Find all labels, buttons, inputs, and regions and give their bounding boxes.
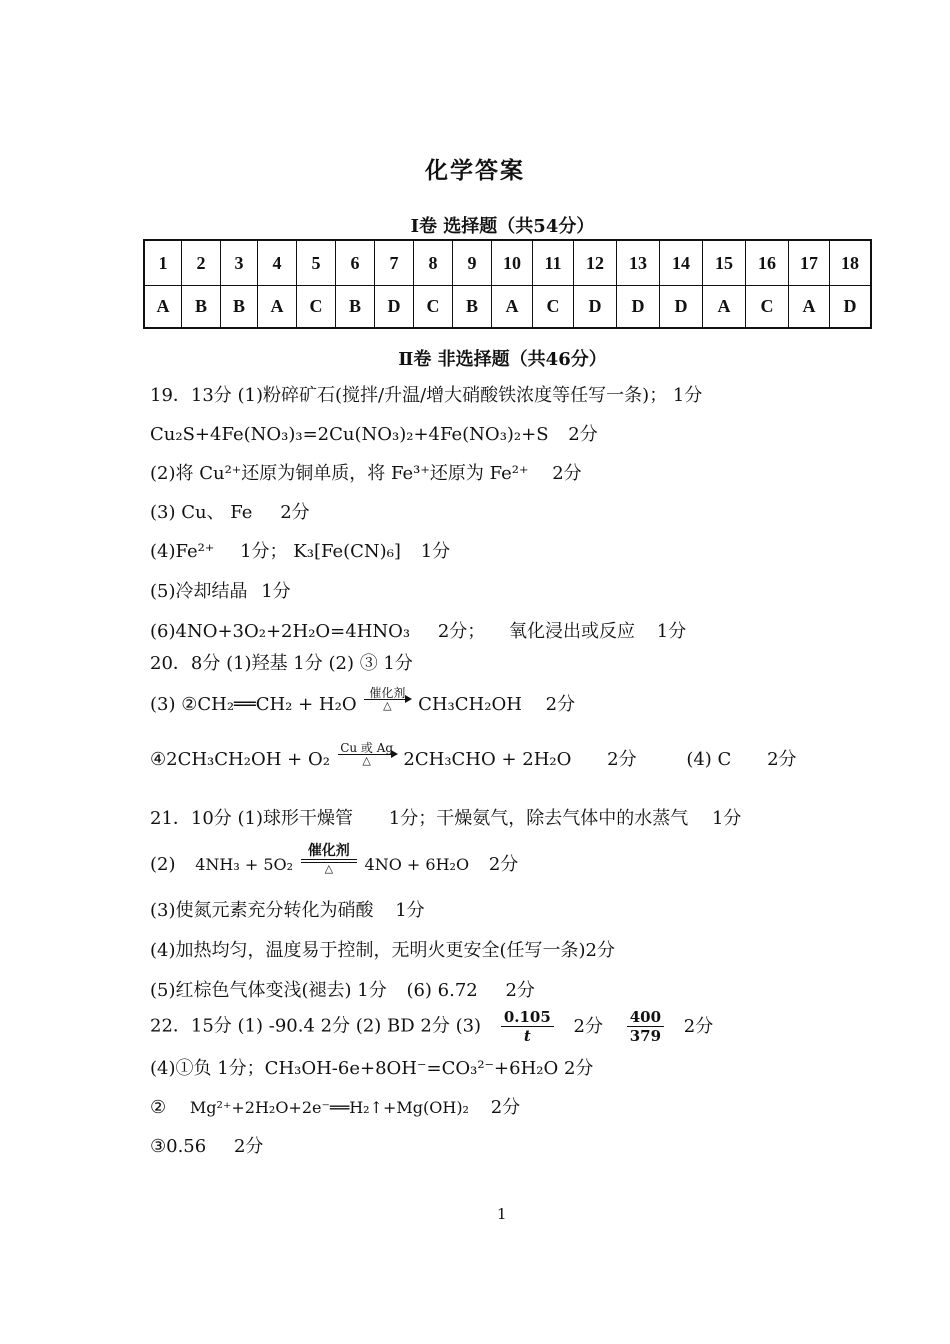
question-number-cell: 10 bbox=[492, 240, 533, 286]
score: 1分 bbox=[420, 541, 451, 562]
question-number-cell: 5 bbox=[297, 240, 336, 286]
answer-text: 22．15分 (1) -90.4 2分 (2) BD 2分 (3) bbox=[150, 1015, 482, 1037]
answer-cell: B bbox=[453, 286, 492, 329]
answer-cell: A bbox=[703, 286, 746, 329]
answer-text: (3) Cu、 Fe bbox=[150, 502, 253, 523]
answer-text: 21．10分 (1)球形干燥管 bbox=[150, 808, 354, 829]
denominator: t bbox=[523, 1027, 531, 1045]
score: 1分； bbox=[240, 541, 288, 562]
question-number-cell: 17 bbox=[789, 240, 830, 286]
answer-text: 1分；干燥氨气，除去气体中的水蒸气 bbox=[388, 808, 689, 829]
section-2-heading: Ⅱ卷 非选择题（共46分） bbox=[398, 349, 607, 370]
answer-cell: D bbox=[660, 286, 703, 329]
answer-cell: A bbox=[789, 286, 830, 329]
condition-top: 催化剂 bbox=[307, 843, 350, 859]
choice-answer-table bbox=[143, 239, 872, 329]
question-number-cell: 7 bbox=[375, 240, 414, 286]
score: 1分 bbox=[711, 808, 742, 829]
reaction-arrow bbox=[338, 742, 396, 767]
q19-part-6 bbox=[150, 617, 686, 643]
answer-cell: B bbox=[221, 286, 258, 329]
question-number-cell: 12 bbox=[574, 240, 617, 286]
answer-cell: C bbox=[746, 286, 789, 329]
question-number-cell: 2 bbox=[182, 240, 221, 286]
page-number: 1 bbox=[497, 1205, 507, 1223]
score: 2分 bbox=[545, 694, 576, 715]
q22-part-4-3 bbox=[150, 1132, 263, 1158]
q21-heading bbox=[150, 804, 741, 830]
equation-text: (6)4NO+3O₂+2H₂O=4HNO₃ bbox=[150, 621, 411, 642]
arrow-line bbox=[338, 754, 396, 755]
q20-part-4-equation bbox=[150, 740, 797, 773]
question-number-cell: 6 bbox=[336, 240, 375, 286]
answer-cell: C bbox=[533, 286, 574, 329]
q20-heading: 20．8分 (1)羟基 1分 (2) ③ 1分 bbox=[150, 653, 413, 674]
answer-cell: D bbox=[375, 286, 414, 329]
answer-cell: C bbox=[414, 286, 453, 329]
condition-top: Cu 或 Ag bbox=[340, 740, 394, 755]
answer-text: (5)红棕色气体变浅(褪去) 1分 bbox=[150, 980, 387, 1001]
q22-part-4-2 bbox=[150, 1093, 520, 1119]
q19-part-4 bbox=[150, 537, 450, 563]
q21-part-4: (4)加热均匀，温度易于控制，无明火更安全(任写一条)2分 bbox=[150, 940, 615, 961]
q19-equation-1 bbox=[150, 420, 598, 446]
condition-bottom: △ bbox=[362, 753, 371, 767]
question-number-cell: 1 bbox=[144, 240, 182, 286]
score: 2分 bbox=[568, 424, 598, 445]
question-number-cell: 8 bbox=[414, 240, 453, 286]
score: 2分 bbox=[607, 749, 637, 770]
part-label: ② bbox=[150, 1097, 167, 1118]
answer-text: K₃[Fe(CN)₆] bbox=[293, 541, 401, 562]
question-number-cell: 11 bbox=[533, 240, 574, 286]
q19-part-2 bbox=[150, 459, 582, 485]
equation-text: Cu₂S+4Fe(NO₃)₃=2Cu(NO₃)₂+4Fe(NO₃)₂+S bbox=[150, 424, 549, 445]
q19-part-5 bbox=[150, 577, 291, 603]
answer-text: (3)使氮元素充分转化为硝酸 bbox=[150, 900, 374, 921]
answer-text: (4) C bbox=[686, 749, 732, 770]
answer-cell: D bbox=[830, 286, 872, 329]
score: 2分 bbox=[767, 749, 797, 770]
question-number-cell: 13 bbox=[617, 240, 660, 286]
question-number-cell: 15 bbox=[703, 240, 746, 286]
numerator: 0.105 bbox=[501, 1008, 554, 1027]
question-number-cell: 3 bbox=[221, 240, 258, 286]
q22-part-4: (4)①负 1分；CH₃OH-6e+8OH⁻=CO₃²⁻+6H₂O 2分 bbox=[150, 1058, 594, 1079]
answer-cell: A bbox=[258, 286, 297, 329]
products: 4NO + 6H₂O bbox=[364, 855, 470, 874]
answer-row bbox=[144, 286, 871, 329]
arrow-line bbox=[364, 699, 410, 700]
equation-text: Mg²⁺+2H₂O+2e⁻══H₂↑+Mg(OH)₂ bbox=[189, 1098, 469, 1117]
answer-text: (4)Fe²⁺ bbox=[150, 541, 215, 562]
answer-text: (6) 6.72 bbox=[406, 980, 478, 1001]
reactants: (3) ②CH₂══CH₂ + H₂O bbox=[150, 694, 357, 715]
answer-cell: B bbox=[182, 286, 221, 329]
q19-part-3 bbox=[150, 498, 310, 524]
q21-part-3 bbox=[150, 896, 425, 922]
answer-cell: C bbox=[297, 286, 336, 329]
reactants: 4NH₃ + 5O₂ bbox=[195, 855, 294, 874]
denominator: 379 bbox=[629, 1027, 662, 1045]
condition-bottom: △ bbox=[324, 862, 334, 875]
answer-cell: B bbox=[336, 286, 375, 329]
score: 2分 bbox=[573, 1015, 603, 1037]
answer-cell: D bbox=[574, 286, 617, 329]
condition-bottom: △ bbox=[383, 698, 392, 712]
q19-heading: 19．13分 (1)粉碎矿石(搅拌/升温/增大硝酸铁浓度等任写一条)； 1分 bbox=[150, 385, 703, 406]
condition-top: 催化剂 bbox=[369, 685, 406, 700]
score: 2分 bbox=[280, 502, 310, 523]
reaction-equals bbox=[301, 843, 357, 875]
numerator: 400 bbox=[627, 1008, 664, 1027]
page-title: 化学答案 bbox=[425, 157, 525, 184]
question-number-cell: 14 bbox=[660, 240, 703, 286]
score: 2分 bbox=[488, 854, 519, 875]
score: 2分； bbox=[437, 621, 486, 642]
question-number-cell: 18 bbox=[830, 240, 872, 286]
score: 2分 bbox=[505, 980, 535, 1001]
question-number-cell: 16 bbox=[746, 240, 789, 286]
answer-cell: D bbox=[617, 286, 660, 329]
q21-part-5-6 bbox=[150, 976, 535, 1002]
q20-part-3-equation bbox=[150, 685, 576, 718]
score: 1分 bbox=[395, 900, 425, 921]
double-line bbox=[301, 859, 357, 863]
score: 2分 bbox=[552, 463, 582, 484]
question-number-cell: 9 bbox=[453, 240, 492, 286]
answer-cell: A bbox=[492, 286, 533, 329]
answer-text: (5)冷却结晶 bbox=[150, 581, 248, 602]
reaction-arrow bbox=[364, 687, 410, 712]
q22-heading bbox=[150, 1008, 713, 1045]
part-label: (2) bbox=[150, 854, 176, 875]
section-1-heading: Ⅰ卷 选择题（共54分） bbox=[410, 216, 595, 237]
products: 2CH₃CHO + 2H₂O bbox=[403, 749, 572, 770]
score: 2分 bbox=[683, 1015, 714, 1037]
question-number-row bbox=[144, 240, 871, 286]
answer-text: ③0.56 bbox=[150, 1136, 207, 1157]
answer-cell: A bbox=[144, 286, 182, 329]
fraction-2 bbox=[627, 1008, 664, 1045]
fraction-1 bbox=[501, 1008, 554, 1045]
score: 1分 bbox=[261, 581, 291, 602]
reactants: ④2CH₃CH₂OH + O₂ bbox=[150, 749, 330, 770]
q21-part-2-equation bbox=[150, 843, 519, 881]
products: CH₃CH₂OH bbox=[418, 694, 522, 715]
question-number-cell: 4 bbox=[258, 240, 297, 286]
score: 2分 bbox=[233, 1136, 264, 1157]
answer-text: (2)将 Cu²⁺还原为铜单质，将 Fe³⁺还原为 Fe²⁺ bbox=[150, 463, 529, 484]
score: 1分 bbox=[656, 621, 687, 642]
score: 2分 bbox=[490, 1097, 521, 1118]
answer-text: 氧化浸出或反应 bbox=[509, 621, 636, 642]
